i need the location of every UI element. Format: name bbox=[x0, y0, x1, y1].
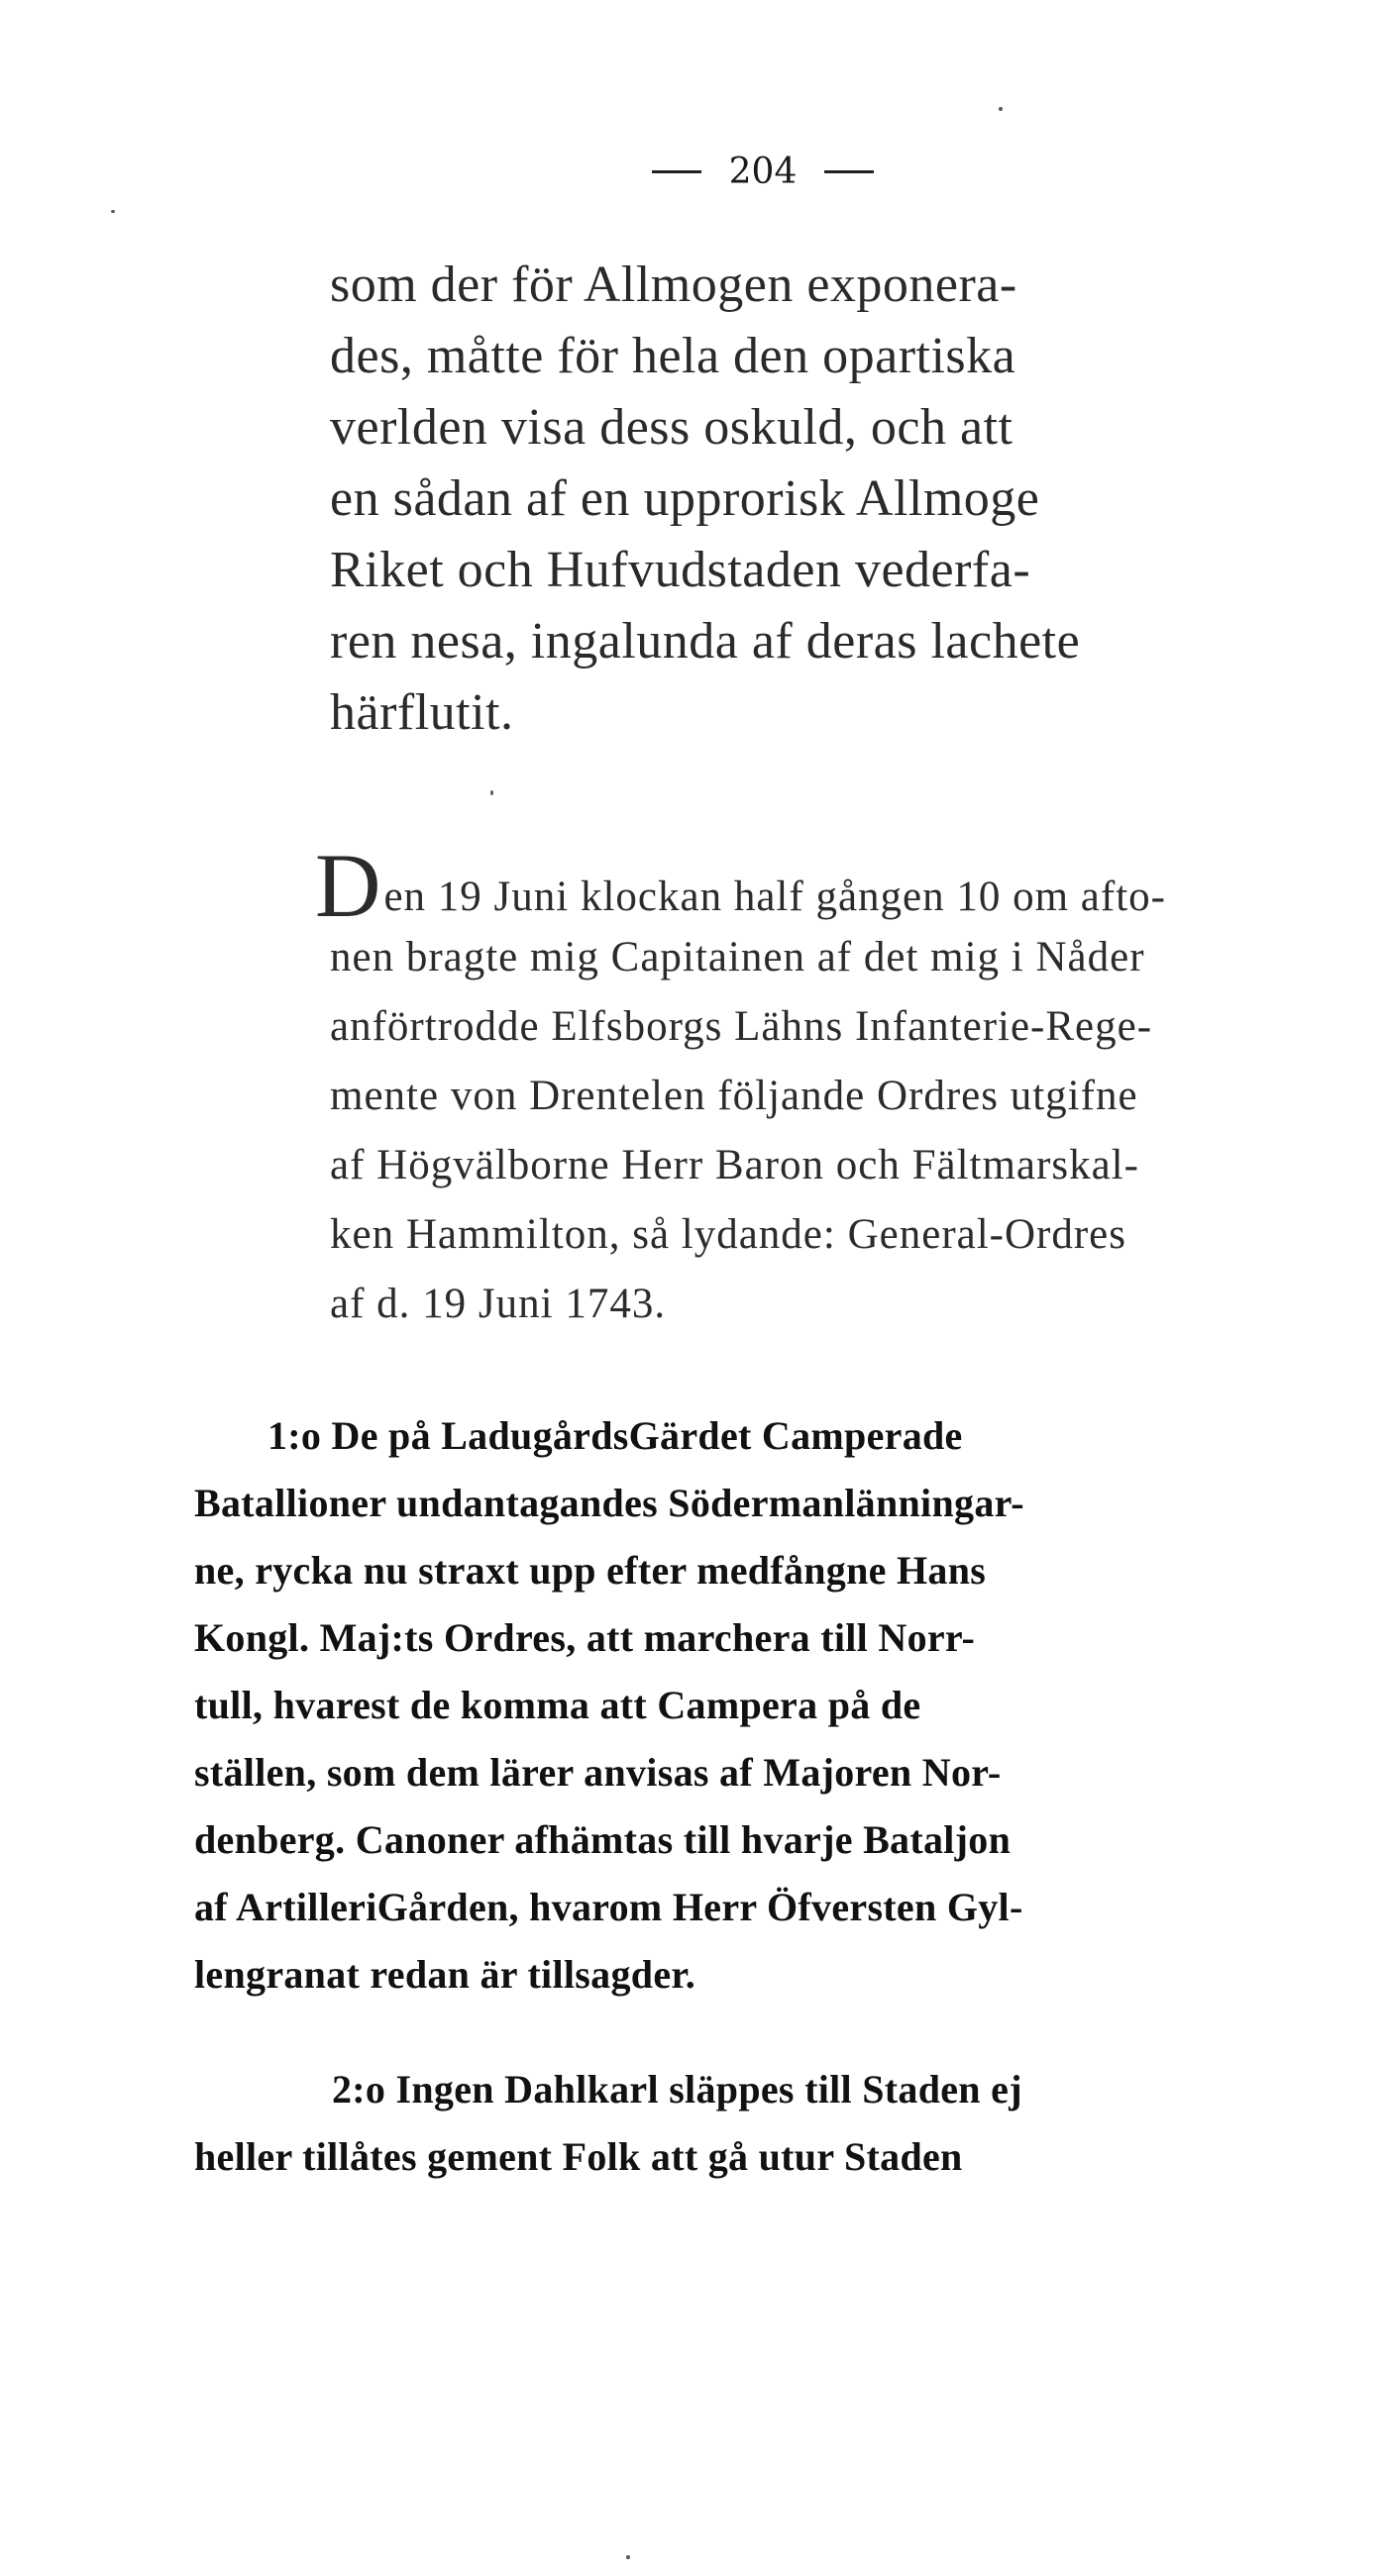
page-header bbox=[555, 147, 971, 196]
text-line: af Högvälborne Herr Baron och Fältmarskal- bbox=[330, 1142, 1139, 1188]
text-line: af ArtilleriGården, hvarom Herr Öfversten Gyl- bbox=[194, 1885, 1023, 1929]
page-number: 204 bbox=[728, 151, 798, 192]
text-line: Riket och Hufvudstaden vederfa- bbox=[330, 542, 1031, 598]
text-line: af d. 19 Juni 1743. bbox=[330, 1281, 667, 1327]
text-line: 2:o Ingen Dahlkarl släppes till Staden ej bbox=[332, 2067, 1022, 2112]
header-dash-left bbox=[652, 170, 701, 173]
text-line: heller tillåtes gement Folk att gå utur Staden bbox=[194, 2134, 963, 2179]
text-line bbox=[315, 835, 1166, 936]
text-line: Kongl. Maj:ts Ordres, att marchera till Norr- bbox=[194, 1615, 976, 1660]
scan-speck bbox=[626, 2555, 630, 2559]
text-line: nen bragte mig Capitainen af det mig i Nåder bbox=[330, 934, 1145, 980]
scan-speck bbox=[999, 107, 1003, 111]
scan-speck bbox=[490, 790, 493, 795]
text-line: härflutit. bbox=[330, 684, 514, 741]
text-line: ren nesa, ingalunda af deras lachete bbox=[330, 613, 1081, 670]
text-line: ne, rycka nu straxt upp efter medfångne Hans bbox=[194, 1548, 987, 1593]
text-line: som der för Allmogen exponera- bbox=[330, 257, 1017, 313]
text-line: ställen, som dem lärer anvisas af Majoren Nor- bbox=[194, 1750, 1002, 1795]
text-line: ken Hammilton, så lydande: General-Ordres bbox=[330, 1211, 1126, 1258]
text-line: lengranat redan är tillsagder. bbox=[194, 1952, 696, 1997]
text-line: anförtrodde Elfsborgs Lähns Infanterie-Rege- bbox=[330, 1003, 1153, 1050]
drop-cap: D bbox=[315, 835, 382, 936]
text-line: Batallioner undantagandes Södermanlänningar- bbox=[194, 1481, 1024, 1525]
text-line-rest: en 19 Juni klockan half gången 10 om afto- bbox=[383, 874, 1166, 920]
text-line: en sådan af en upprorisk Allmoge bbox=[330, 470, 1040, 527]
text-line: verlden visa dess oskuld, och att bbox=[330, 399, 1014, 456]
text-line: mente von Drentelen följande Ordres utgifne bbox=[330, 1073, 1138, 1119]
text-line: tull, hvarest de komma att Campera på de bbox=[194, 1683, 921, 1727]
header-dash-right bbox=[824, 170, 874, 173]
text-line: des, måtte för hela den opartiska bbox=[330, 328, 1016, 384]
scan-speck bbox=[111, 210, 115, 213]
text-line: 1:o De på LadugårdsGärdet Camperade bbox=[267, 1413, 963, 1458]
text-line: denberg. Canoner afhämtas till hvarje Bataljon bbox=[194, 1817, 1012, 1862]
